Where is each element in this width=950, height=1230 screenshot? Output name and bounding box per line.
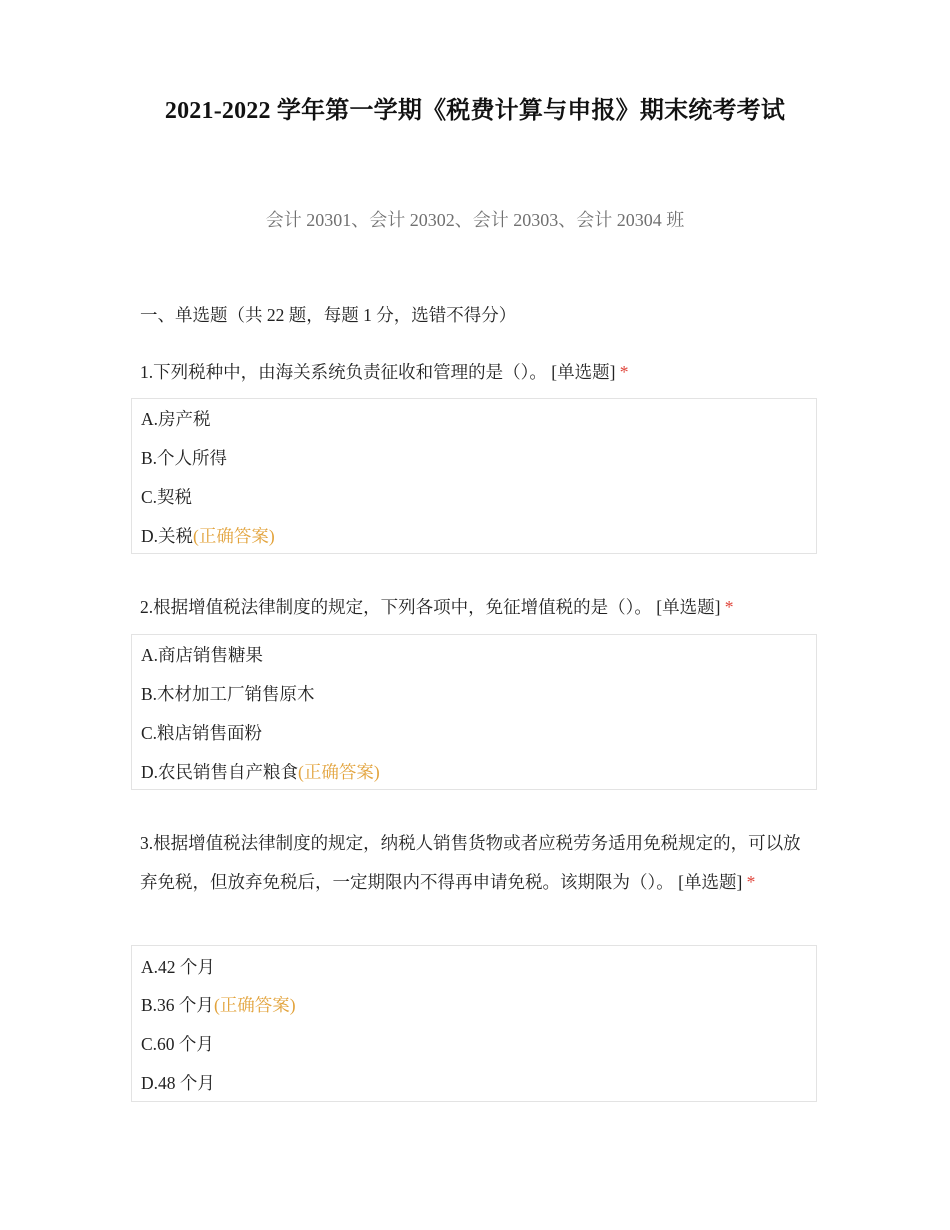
question-2-options <box>131 634 817 790</box>
required-mark: * <box>724 597 734 617</box>
required-mark: * <box>746 871 756 892</box>
correct-answer-tag: (正确答案) <box>193 526 275 546</box>
required-mark: * <box>619 362 629 382</box>
question-2-option-b[interactable] <box>141 681 315 706</box>
question-2-option-d[interactable] <box>141 759 380 784</box>
option-label: A.房产税 <box>141 409 211 429</box>
question-1-text <box>140 353 812 392</box>
question-1-option-c[interactable] <box>141 484 192 509</box>
question-1-option-a[interactable] <box>141 406 211 431</box>
class-subtitle: 会计 20301、会计 20302、会计 20303、会计 20304 班 <box>265 210 685 230</box>
exam-title: 2021-2022 学年第一学期《税费计算与申报》期末统考考试 <box>164 98 786 124</box>
question-3-text <box>140 824 812 901</box>
correct-answer-tag: (正确答案) <box>213 995 296 1015</box>
question-3-stem: 3.根据增值税法律制度的规定，纳税人销售货物或者应税劳务适用免税规定的，可以放弃免税，但放弃免税后，一定期限内不得再申请免税。该期限为（）。 [单选题] <box>140 833 801 892</box>
option-label: C.契税 <box>141 487 193 507</box>
question-1-options <box>131 398 817 554</box>
question-1-option-b[interactable] <box>141 445 227 470</box>
question-3-option-a[interactable] <box>141 954 215 979</box>
question-3-option-b[interactable] <box>141 992 296 1017</box>
question-2-text <box>140 588 812 627</box>
question-2-option-a[interactable] <box>141 642 263 667</box>
question-3-options <box>131 945 817 1102</box>
question-2-stem: 2.根据增值税法律制度的规定，下列各项中，免征增值税的是（）。 [单选题] <box>140 597 721 617</box>
option-label: C.粮店销售面粉 <box>141 723 263 743</box>
option-label: A.商店销售糖果 <box>141 645 264 665</box>
option-label: D.48 个月 <box>141 1073 215 1093</box>
question-2-option-c[interactable] <box>141 720 262 745</box>
option-label: A.42 个月 <box>141 957 215 977</box>
option-label: B.木材加工厂销售原木 <box>141 684 315 704</box>
question-3-option-c[interactable] <box>141 1031 214 1056</box>
option-label: C.60 个月 <box>141 1034 214 1054</box>
option-label: D.农民销售自产粮食 <box>141 762 299 782</box>
option-label: B.个人所得 <box>141 448 228 468</box>
option-label: B.36 个月 <box>141 995 214 1015</box>
correct-answer-tag: (正确答案) <box>298 762 380 782</box>
question-3-option-d[interactable] <box>141 1070 215 1095</box>
question-1-stem: 1.下列税种中，由海关系统负责征收和管理的是（）。 [单选题] <box>140 362 616 382</box>
section-heading: 一、单选题（共 22 题，每题 1 分，选错不得分） <box>140 305 517 325</box>
option-label: D.关税 <box>141 526 194 546</box>
question-1-option-d[interactable] <box>141 523 275 548</box>
